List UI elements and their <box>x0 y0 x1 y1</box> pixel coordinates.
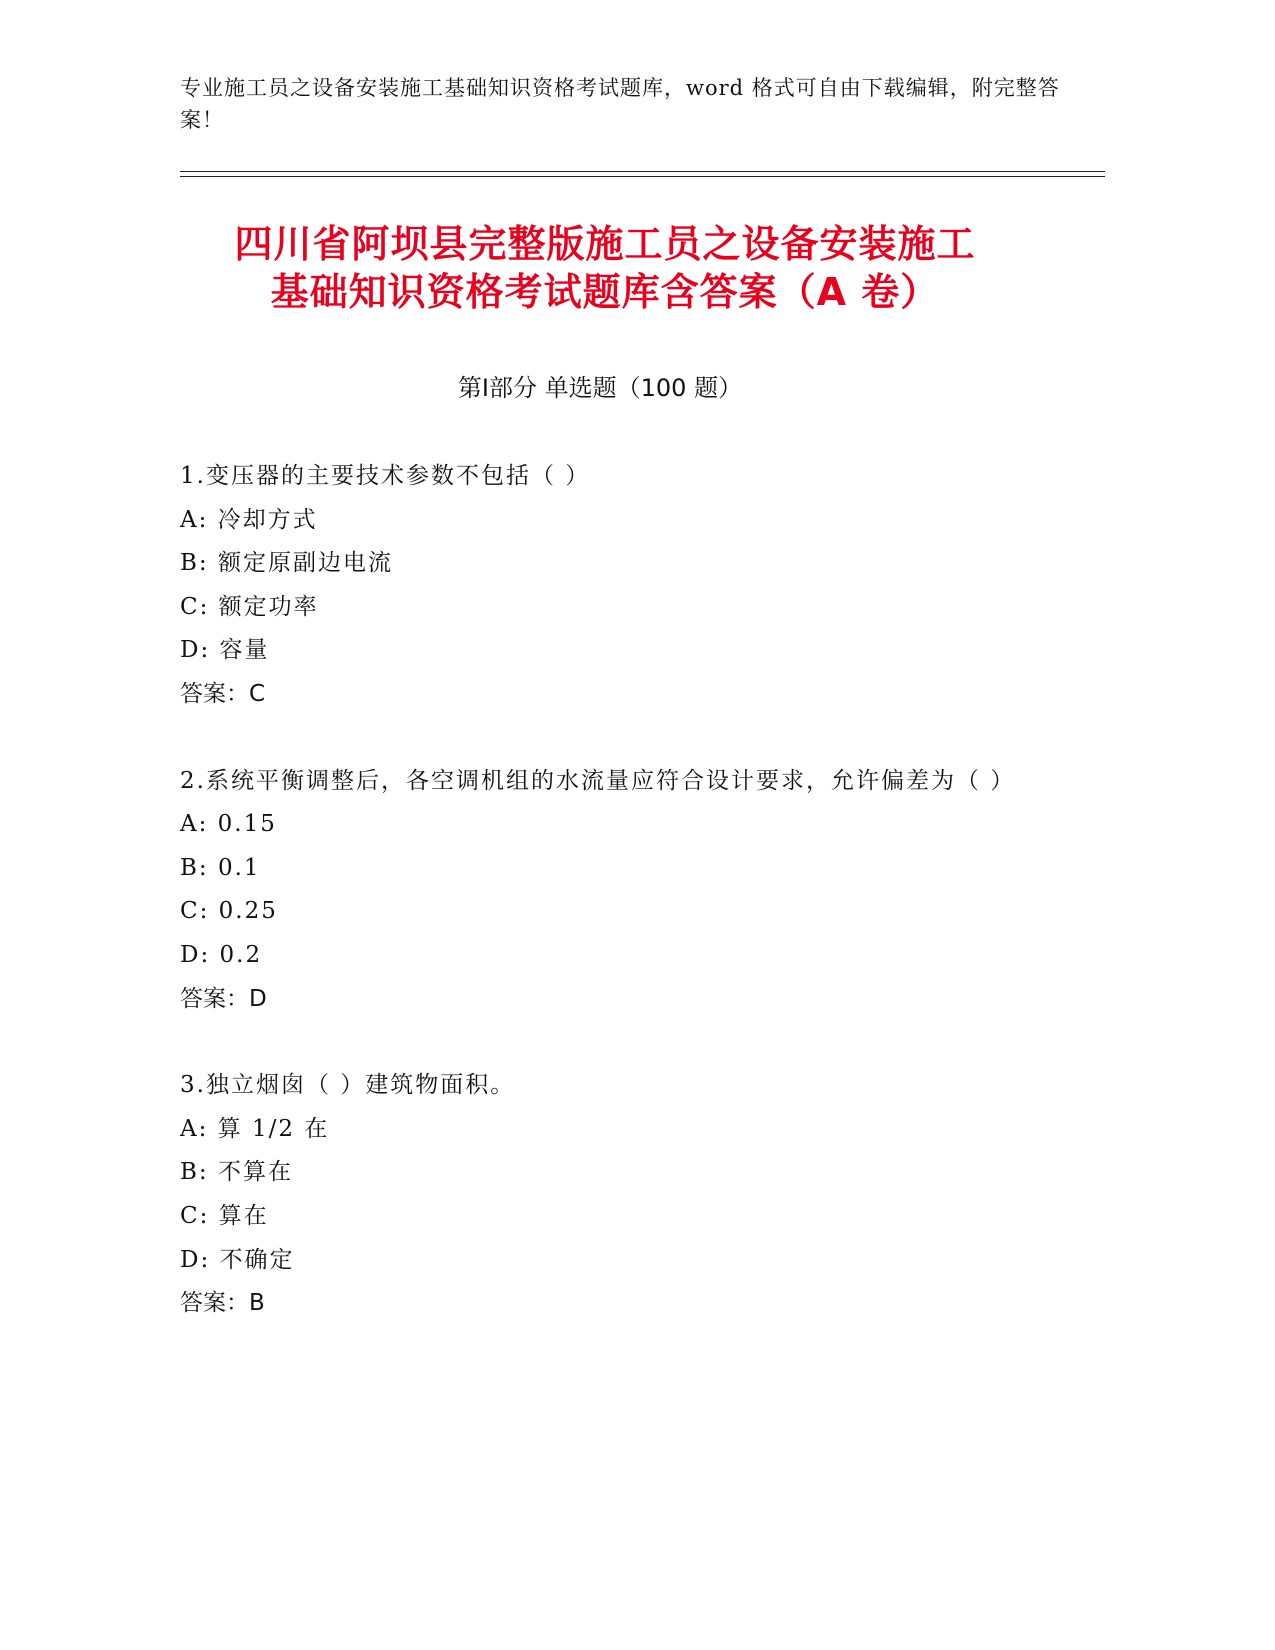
option-d: D: 不确定 <box>180 1246 295 1273</box>
answer-line: 答案：C <box>180 680 266 707</box>
option-a: A: 0.15 <box>180 811 277 838</box>
option-b: B: 不算在 <box>180 1159 293 1186</box>
option-b: B: 0.1 <box>180 854 261 881</box>
option-a: A: 算 1/2 在 <box>180 1115 330 1142</box>
document-title <box>150 220 1060 316</box>
question-3 <box>180 1064 1020 1326</box>
option-d: D: 0.2 <box>180 941 263 968</box>
option-d: D: 容量 <box>180 637 270 664</box>
header-note: 专业施工员之设备安装施工基础知识资格考试题库，word 格式可自由下载编辑，附完整答案！ <box>180 76 1060 132</box>
question-list <box>180 455 1020 1369</box>
question-1 <box>180 455 1020 717</box>
header-divider <box>180 171 1105 172</box>
option-c: C: 额定功率 <box>180 593 319 620</box>
document-title-line-1: 四川省阿坝县完整版施工员之设备安装施工 <box>234 222 976 266</box>
question-stem: 1.变压器的主要技术参数不包括（ ） <box>180 463 591 489</box>
document-title-line-2: 基础知识资格考试题库含答案（A 卷） <box>270 270 940 314</box>
answer-line: 答案：D <box>180 985 267 1012</box>
answer-line: 答案：B <box>180 1290 265 1317</box>
option-b: B: 额定原副边电流 <box>180 550 393 577</box>
question-stem: 2.系统平衡调整后，各空调机组的水流量应符合设计要求，允许偏差为（ ） <box>180 767 1016 794</box>
question-stem: 3.独立烟囱（ ）建筑物面积。 <box>180 1072 516 1099</box>
section-title: 第Ⅰ部分 单选题（100 题） <box>457 374 743 402</box>
header-divider-second <box>180 176 1105 177</box>
question-2 <box>180 760 1020 1022</box>
option-a: A: 冷却方式 <box>180 506 318 533</box>
option-c: C: 算在 <box>180 1202 269 1229</box>
option-c: C: 0.25 <box>180 898 278 925</box>
